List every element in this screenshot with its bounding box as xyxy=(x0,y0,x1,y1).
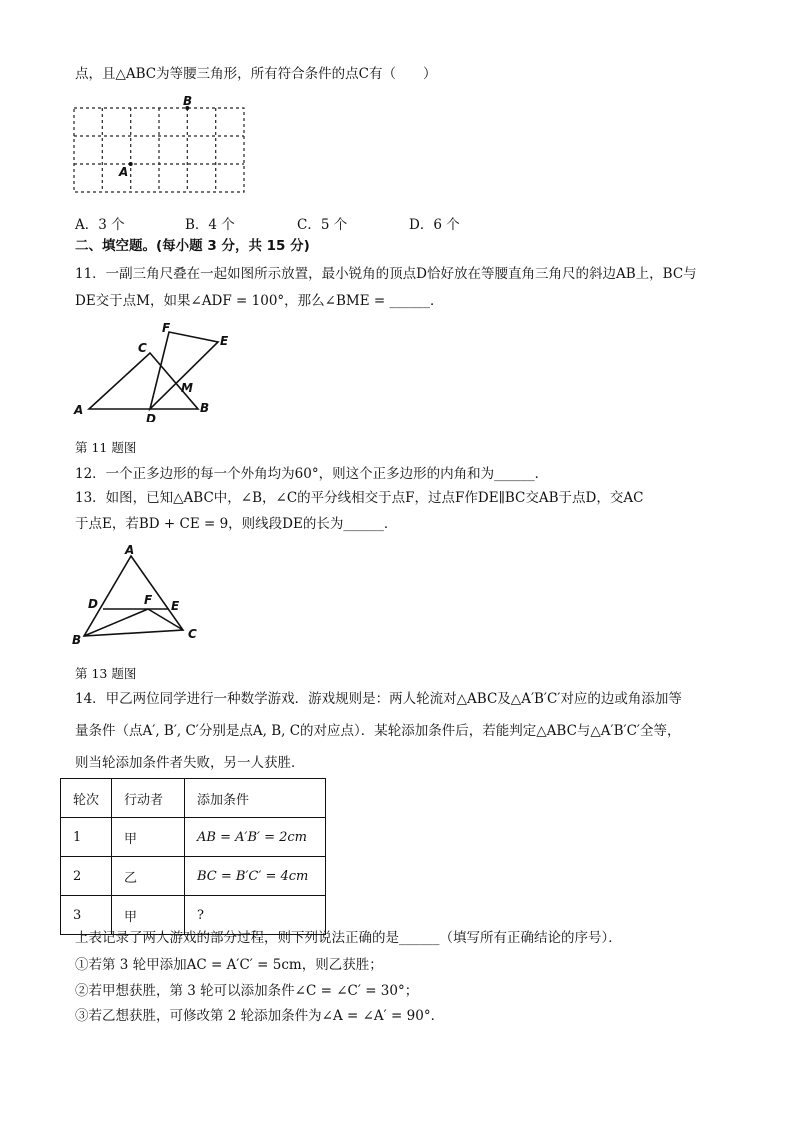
q14-statement-2: ②若甲想获胜，第 3 轮可以添加条件∠C = ∠C′ = 30°； xyxy=(75,983,419,999)
table-cell: 3 xyxy=(61,896,112,935)
q14-line1: 14．甲乙两位同学进行一种数学游戏．游戏规则是：两人轮流对△ABC及△A′B′C′对应的边或角添加等 xyxy=(75,691,682,707)
q11-label-f: F xyxy=(162,322,171,335)
table-cell: AB = A′B′ = 2cm xyxy=(185,818,326,857)
label-a: A xyxy=(119,165,129,179)
point-a xyxy=(129,162,133,166)
section-heading: 二、填空题。(每小题 3 分，共 15 分) xyxy=(75,238,310,254)
q11-label-c: C xyxy=(138,341,147,355)
q13-figure xyxy=(68,542,208,647)
q14-statement-1: ①若第 3 轮甲添加AC = A′C′ = 5cm，则乙获胜； xyxy=(75,957,383,973)
q14-after: 上表记录了两人游戏的部分过程，则下列说法正确的是______（填写所有正确结论的序号）． xyxy=(75,930,622,946)
table-row xyxy=(61,818,326,857)
q11-label-m: M xyxy=(181,381,193,395)
table-header: 行动者 xyxy=(112,779,185,818)
q11-line2: DE交于点M，如果∠ADF = 100°，那么∠BME = ______． xyxy=(75,293,444,309)
table-cell: 乙 xyxy=(112,857,185,896)
game-table xyxy=(60,778,326,935)
q11-label-d: D xyxy=(146,412,156,422)
q13-label-a: A xyxy=(125,543,135,557)
q11-line1: 11．一副三角尺叠在一起如图所示放置，最小锐角的顶点D恰好放在等腰直角三角尺的斜边AB上，BC与 xyxy=(75,266,697,282)
q13-label-b: B xyxy=(72,633,82,647)
table-header: 添加条件 xyxy=(185,779,326,818)
q12-line1: 12．一个正多边形的每一个外角均为60°，则这个正多边形的内角和为______． xyxy=(75,466,549,482)
option-d: D．6 个 xyxy=(409,217,460,233)
table-cell: 甲 xyxy=(112,896,185,935)
label-b: B xyxy=(183,96,193,108)
q13-line1: 13．如图，已知△ABC中，∠B，∠C的平分线相交于点F，过点F作DE∥BC交AB于点D，交AC xyxy=(75,490,644,506)
q13-caption: 第 13 题图 xyxy=(75,666,137,681)
q13-label-e: E xyxy=(171,599,180,613)
q14-line2: 量条件（点A′, B′, C′分别是点A, B, C的对应点）．某轮添加条件后，若能判定△ABC与△A′B′C′全等， xyxy=(75,723,681,739)
option-a: A．3 个 xyxy=(75,217,125,233)
option-b: B．4 个 xyxy=(185,217,235,233)
q11-label-b: B xyxy=(200,401,210,415)
table-row xyxy=(61,857,326,896)
q11-figure xyxy=(70,322,240,422)
q13-label-f: F xyxy=(144,593,153,607)
table-header: 轮次 xyxy=(61,779,112,818)
table-cell: 2 xyxy=(61,857,112,896)
q14-statement-3: ③若乙想获胜，可修改第 2 轮添加条件为∠A = ∠A′ = 90°． xyxy=(75,1008,445,1024)
option-c: C．5 个 xyxy=(297,217,348,233)
table-cell: BC = B′C′ = 4cm xyxy=(185,857,326,896)
q11-label-a: A xyxy=(74,403,84,417)
q10-stem: 点，且△ABC为等腰三角形，所有符合条件的点C有（ ） xyxy=(75,66,437,82)
table-header-row xyxy=(61,779,326,818)
table-cell: 1 xyxy=(61,818,112,857)
q10-grid-figure xyxy=(70,96,260,201)
table-cell: 甲 xyxy=(112,818,185,857)
q11-caption: 第 11 题图 xyxy=(75,440,137,455)
q13-label-d: D xyxy=(88,597,98,611)
q11-label-e: E xyxy=(220,334,229,348)
q14-line3: 则当轮添加条件者失败，另一人获胜． xyxy=(75,755,305,771)
table-cell: ? xyxy=(185,896,326,935)
q13-label-c: C xyxy=(188,627,197,641)
q13-line2: 于点E，若BD + CE = 9，则线段DE的长为______． xyxy=(75,516,398,532)
